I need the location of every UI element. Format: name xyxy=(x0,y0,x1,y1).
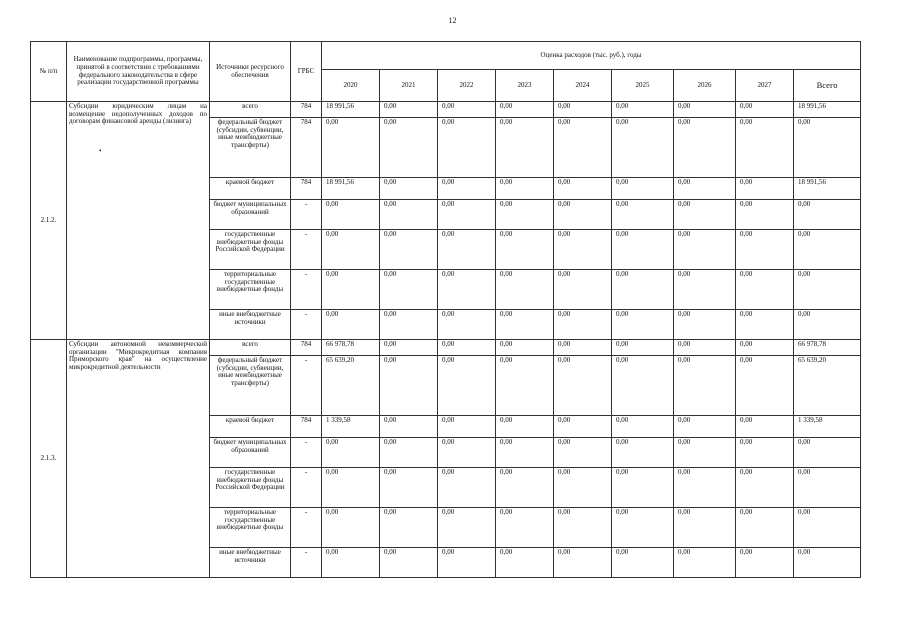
year-value: 0,00 xyxy=(736,270,794,310)
year-value: 0,00 xyxy=(674,438,736,468)
grbs-code: - xyxy=(291,438,322,468)
total-value: 0,00 xyxy=(794,118,861,178)
year-value: 0,00 xyxy=(674,200,736,230)
year-value: 0,00 xyxy=(438,356,496,416)
year-value: 0,00 xyxy=(380,340,438,356)
year-value: 0,00 xyxy=(322,118,380,178)
page-number: 12 xyxy=(448,16,457,25)
grbs-code: - xyxy=(291,468,322,508)
year-value: 0,00 xyxy=(736,230,794,270)
year-value: 0,00 xyxy=(674,468,736,508)
year-value: 0,00 xyxy=(380,438,438,468)
year-value: 0,00 xyxy=(496,340,554,356)
total-value: 0,00 xyxy=(794,310,861,340)
grbs-code: - xyxy=(291,310,322,340)
year-value: 0,00 xyxy=(438,508,496,548)
total-value: 18 991,56 xyxy=(794,102,861,118)
year-value: 0,00 xyxy=(736,118,794,178)
grbs-code: 784 xyxy=(291,178,322,200)
funding-source: территориальные государственные внебюджетные фонды xyxy=(210,508,291,548)
program-name-cell xyxy=(67,102,210,340)
funding-source: иные внебюджетные источники xyxy=(210,548,291,578)
funding-source: всего xyxy=(210,340,291,356)
year-value: 0,00 xyxy=(736,356,794,416)
year-value: 0,00 xyxy=(438,102,496,118)
year-value: 0,00 xyxy=(438,468,496,508)
year-value: 0,00 xyxy=(736,340,794,356)
header-year: 2023 xyxy=(496,70,554,102)
year-value: 0,00 xyxy=(612,416,674,438)
total-value: 1 339,58 xyxy=(794,416,861,438)
year-value: 0,00 xyxy=(438,230,496,270)
year-value: 0,00 xyxy=(496,416,554,438)
year-value: 0,00 xyxy=(380,416,438,438)
year-value: 0,00 xyxy=(674,416,736,438)
year-value: 0,00 xyxy=(496,468,554,508)
header-year: 2027 xyxy=(736,70,794,102)
grbs-code: - xyxy=(291,548,322,578)
year-value: 0,00 xyxy=(736,508,794,548)
program-name: Субсидии автономной некоммерческой организации "Микрокредитная компания Приморского края" на осуществление микрокредитной деятельности xyxy=(69,340,207,371)
total-value: 0,00 xyxy=(794,200,861,230)
header-name: Наименование подпрограммы, программы, принятой в соответствии с требованиями федерального законодательства в сфере реализации государственной программы xyxy=(67,42,210,102)
year-value: 0,00 xyxy=(674,230,736,270)
year-value: 0,00 xyxy=(736,416,794,438)
year-value: 0,00 xyxy=(612,340,674,356)
budget-table xyxy=(30,41,861,578)
year-value: 1 339,58 xyxy=(322,416,380,438)
total-value: 65 639,20 xyxy=(794,356,861,416)
grbs-code: - xyxy=(291,230,322,270)
year-value: 0,00 xyxy=(438,548,496,578)
funding-source: территориальные государственные внебюджетные фонды xyxy=(210,270,291,310)
year-value: 66 978,78 xyxy=(322,340,380,356)
year-value: 0,00 xyxy=(496,356,554,416)
year-value: 0,00 xyxy=(554,310,612,340)
grbs-code: 784 xyxy=(291,340,322,356)
year-value: 0,00 xyxy=(612,102,674,118)
year-value: 0,00 xyxy=(612,200,674,230)
year-value: 0,00 xyxy=(554,356,612,416)
year-value: 0,00 xyxy=(322,438,380,468)
header-estimate: Оценка расходов (тыс. руб.), годы xyxy=(322,42,861,70)
year-value: 0,00 xyxy=(554,118,612,178)
header-source: Источники ресурсного обеспечения xyxy=(210,42,291,102)
year-value: 0,00 xyxy=(612,230,674,270)
grbs-code: 784 xyxy=(291,102,322,118)
year-value: 0,00 xyxy=(380,178,438,200)
header-year: 2024 xyxy=(554,70,612,102)
year-value: 0,00 xyxy=(674,548,736,578)
year-value: 0,00 xyxy=(380,548,438,578)
grbs-code: - xyxy=(291,508,322,548)
year-value: 0,00 xyxy=(674,340,736,356)
year-value: 0,00 xyxy=(554,178,612,200)
year-value: 0,00 xyxy=(496,200,554,230)
year-value: 0,00 xyxy=(322,310,380,340)
funding-source: бюджет муниципальных образований xyxy=(210,438,291,468)
year-value: 0,00 xyxy=(736,200,794,230)
year-value: 0,00 xyxy=(322,200,380,230)
year-value: 0,00 xyxy=(322,548,380,578)
funding-source: федеральный бюджет (субсидии, субвенции, иные межбюджетные трансферты) xyxy=(210,118,291,178)
year-value: 0,00 xyxy=(554,416,612,438)
year-value: 0,00 xyxy=(380,310,438,340)
table-body xyxy=(31,102,861,578)
header-year: 2020 xyxy=(322,70,380,102)
year-value: 0,00 xyxy=(322,508,380,548)
year-value: 0,00 xyxy=(612,178,674,200)
funding-source: федеральный бюджет (субсидии, субвенции, иные межбюджетные трансферты) xyxy=(210,356,291,416)
year-value: 0,00 xyxy=(380,468,438,508)
funding-source: иные внебюджетные источники xyxy=(210,310,291,340)
year-value: 0,00 xyxy=(674,310,736,340)
row-number: 2.1.2. xyxy=(31,102,67,340)
stray-mark: • xyxy=(99,146,102,155)
year-value: 0,00 xyxy=(438,118,496,178)
year-value: 0,00 xyxy=(554,438,612,468)
year-value: 0,00 xyxy=(554,468,612,508)
year-value: 18 991,56 xyxy=(322,102,380,118)
year-value: 0,00 xyxy=(496,118,554,178)
total-value: 0,00 xyxy=(794,270,861,310)
year-value: 0,00 xyxy=(736,178,794,200)
header-year: 2026 xyxy=(674,70,736,102)
year-value: 0,00 xyxy=(496,310,554,340)
year-value: 0,00 xyxy=(496,178,554,200)
year-value: 65 639,20 xyxy=(322,356,380,416)
grbs-code: 784 xyxy=(291,118,322,178)
year-value: 0,00 xyxy=(674,118,736,178)
year-value: 0,00 xyxy=(554,508,612,548)
year-value: 0,00 xyxy=(554,102,612,118)
year-value: 0,00 xyxy=(380,230,438,270)
year-value: 0,00 xyxy=(736,548,794,578)
total-value: 18 991,56 xyxy=(794,178,861,200)
year-value: 0,00 xyxy=(612,118,674,178)
header-year: 2022 xyxy=(438,70,496,102)
year-value: 0,00 xyxy=(554,230,612,270)
year-value: 0,00 xyxy=(380,356,438,416)
year-value: 0,00 xyxy=(496,438,554,468)
header-total: Всего xyxy=(794,70,861,102)
year-value: 0,00 xyxy=(674,356,736,416)
year-value: 0,00 xyxy=(554,200,612,230)
header-num: № п/п xyxy=(31,42,67,102)
total-value: 0,00 xyxy=(794,468,861,508)
year-value: 0,00 xyxy=(612,270,674,310)
year-value: 0,00 xyxy=(736,438,794,468)
funding-source: краевой бюджет xyxy=(210,416,291,438)
year-value: 0,00 xyxy=(380,270,438,310)
year-value: 0,00 xyxy=(380,508,438,548)
year-value: 0,00 xyxy=(438,340,496,356)
header-year: 2021 xyxy=(380,70,438,102)
year-value: 0,00 xyxy=(322,230,380,270)
row-number: 2.1.3. xyxy=(31,340,67,578)
header-grbs: ГРБС xyxy=(291,42,322,102)
year-value: 0,00 xyxy=(438,270,496,310)
year-value: 0,00 xyxy=(380,102,438,118)
year-value: 0,00 xyxy=(380,118,438,178)
year-value: 0,00 xyxy=(554,270,612,310)
year-value: 0,00 xyxy=(438,178,496,200)
funding-source: краевой бюджет xyxy=(210,178,291,200)
year-value: 0,00 xyxy=(612,438,674,468)
total-value: 0,00 xyxy=(794,548,861,578)
year-value: 0,00 xyxy=(322,468,380,508)
total-value: 0,00 xyxy=(794,508,861,548)
year-value: 0,00 xyxy=(612,356,674,416)
year-value: 0,00 xyxy=(612,310,674,340)
year-value: 0,00 xyxy=(438,416,496,438)
grbs-code: 784 xyxy=(291,416,322,438)
year-value: 0,00 xyxy=(674,270,736,310)
year-value: 0,00 xyxy=(496,508,554,548)
grbs-code: - xyxy=(291,200,322,230)
year-value: 0,00 xyxy=(438,438,496,468)
total-value: 0,00 xyxy=(794,230,861,270)
year-value: 0,00 xyxy=(736,468,794,508)
year-value: 0,00 xyxy=(674,178,736,200)
year-value: 0,00 xyxy=(438,310,496,340)
year-value: 0,00 xyxy=(554,548,612,578)
year-value: 18 991,56 xyxy=(322,178,380,200)
year-value: 0,00 xyxy=(674,508,736,548)
year-value: 0,00 xyxy=(322,270,380,310)
header-year: 2025 xyxy=(612,70,674,102)
year-value: 0,00 xyxy=(380,200,438,230)
grbs-code: - xyxy=(291,270,322,310)
year-value: 0,00 xyxy=(438,200,496,230)
year-value: 0,00 xyxy=(736,310,794,340)
year-value: 0,00 xyxy=(612,508,674,548)
year-value: 0,00 xyxy=(554,340,612,356)
year-value: 0,00 xyxy=(496,548,554,578)
program-name: Субсидии юридическим лицам на возмещение недополученных доходов по договорам финансовой аренды (лизинга) xyxy=(69,102,207,126)
grbs-code: - xyxy=(291,356,322,416)
year-value: 0,00 xyxy=(612,548,674,578)
year-value: 0,00 xyxy=(496,230,554,270)
table-row xyxy=(31,102,861,118)
funding-source: государственные внебюджетные фонды Российской Федерации xyxy=(210,468,291,508)
year-value: 0,00 xyxy=(612,468,674,508)
total-value: 66 978,78 xyxy=(794,340,861,356)
year-value: 0,00 xyxy=(674,102,736,118)
funding-source: государственные внебюджетные фонды Российской Федерации xyxy=(210,230,291,270)
year-value: 0,00 xyxy=(496,102,554,118)
funding-source: бюджет муниципальных образований xyxy=(210,200,291,230)
table-header xyxy=(31,42,861,102)
total-value: 0,00 xyxy=(794,438,861,468)
funding-source: всего xyxy=(210,102,291,118)
program-name-cell xyxy=(67,340,210,578)
year-value: 0,00 xyxy=(496,270,554,310)
table-row xyxy=(31,340,861,356)
year-value: 0,00 xyxy=(736,102,794,118)
